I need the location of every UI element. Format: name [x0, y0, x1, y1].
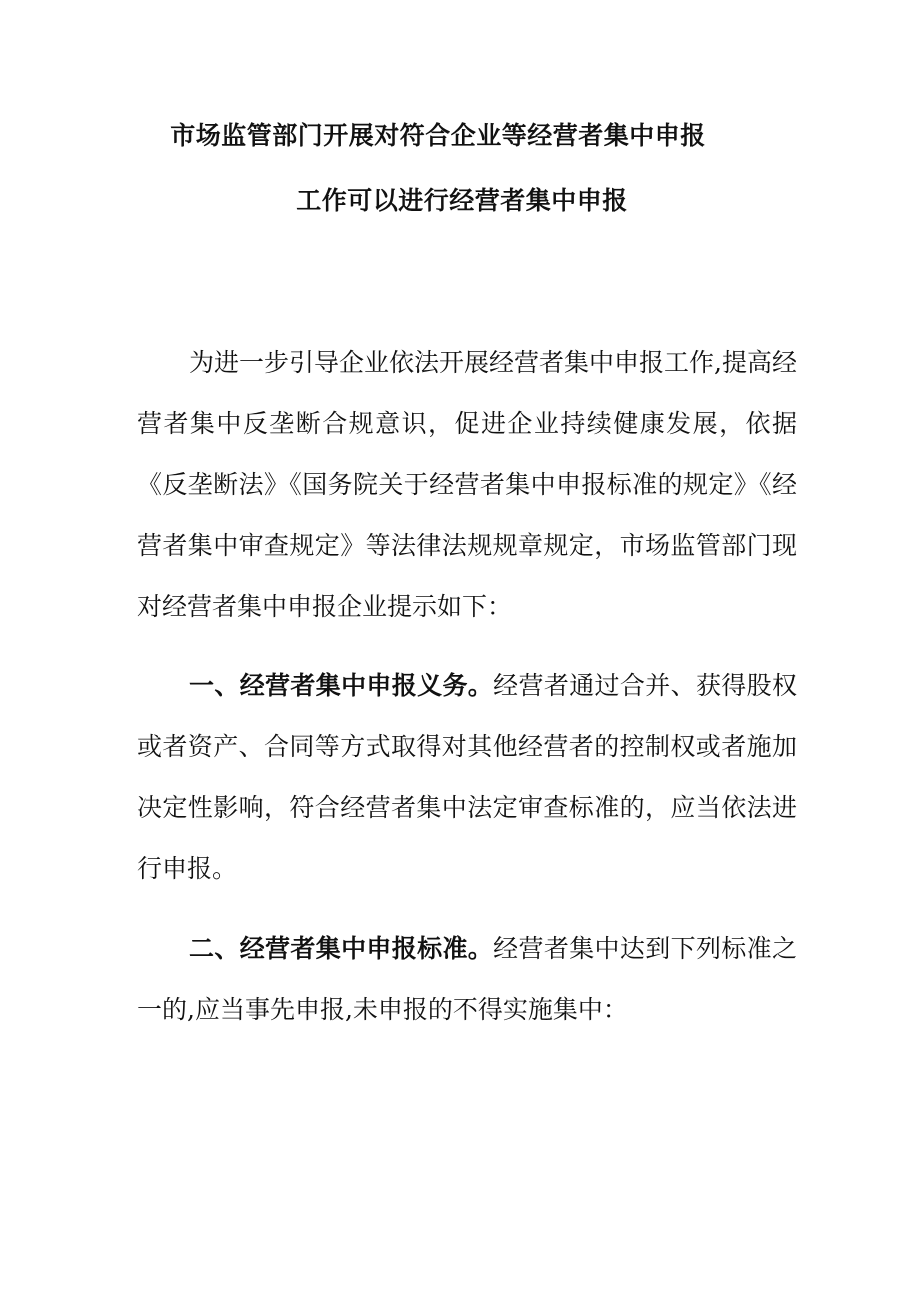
- section-1-paragraph: [137, 655, 797, 899]
- section-1-text: 经营者通过合并、获得股权或者资产、合同等方式取得对其他经营者的控制权或者施加决定性影响，符合经营者集中法定审查标准的，应当依法进行申报。: [137, 671, 797, 883]
- intro-paragraph: [137, 332, 797, 637]
- section-2-text: 经营者集中达到下列标准之一的,应当事先申报,未申报的不得实施集中：: [137, 934, 797, 1024]
- section-1-heading: 一、经营者集中申报义务。: [189, 671, 494, 700]
- document-title-line-2: 工作可以进行经营者集中申报: [296, 186, 628, 215]
- document-title-line-1: 市场监管部门开展对符合企业等经营者集中申报: [170, 121, 706, 150]
- section-2-heading: 二、经营者集中申报标准。: [189, 934, 494, 963]
- section-2-paragraph: [137, 918, 797, 1040]
- paragraph-text: 为进一步引导企业依法开展经营者集中申报工作,提高经营者集中反垄断合规意识，促进企业持续健康发展，依据《反垄断法》《国务院关于经营者集中申报标准的规定》《经营者集中审查规定》等法律法规规章规定，市场监管部门现对经营者集中申报企业提示如下：: [137, 348, 797, 621]
